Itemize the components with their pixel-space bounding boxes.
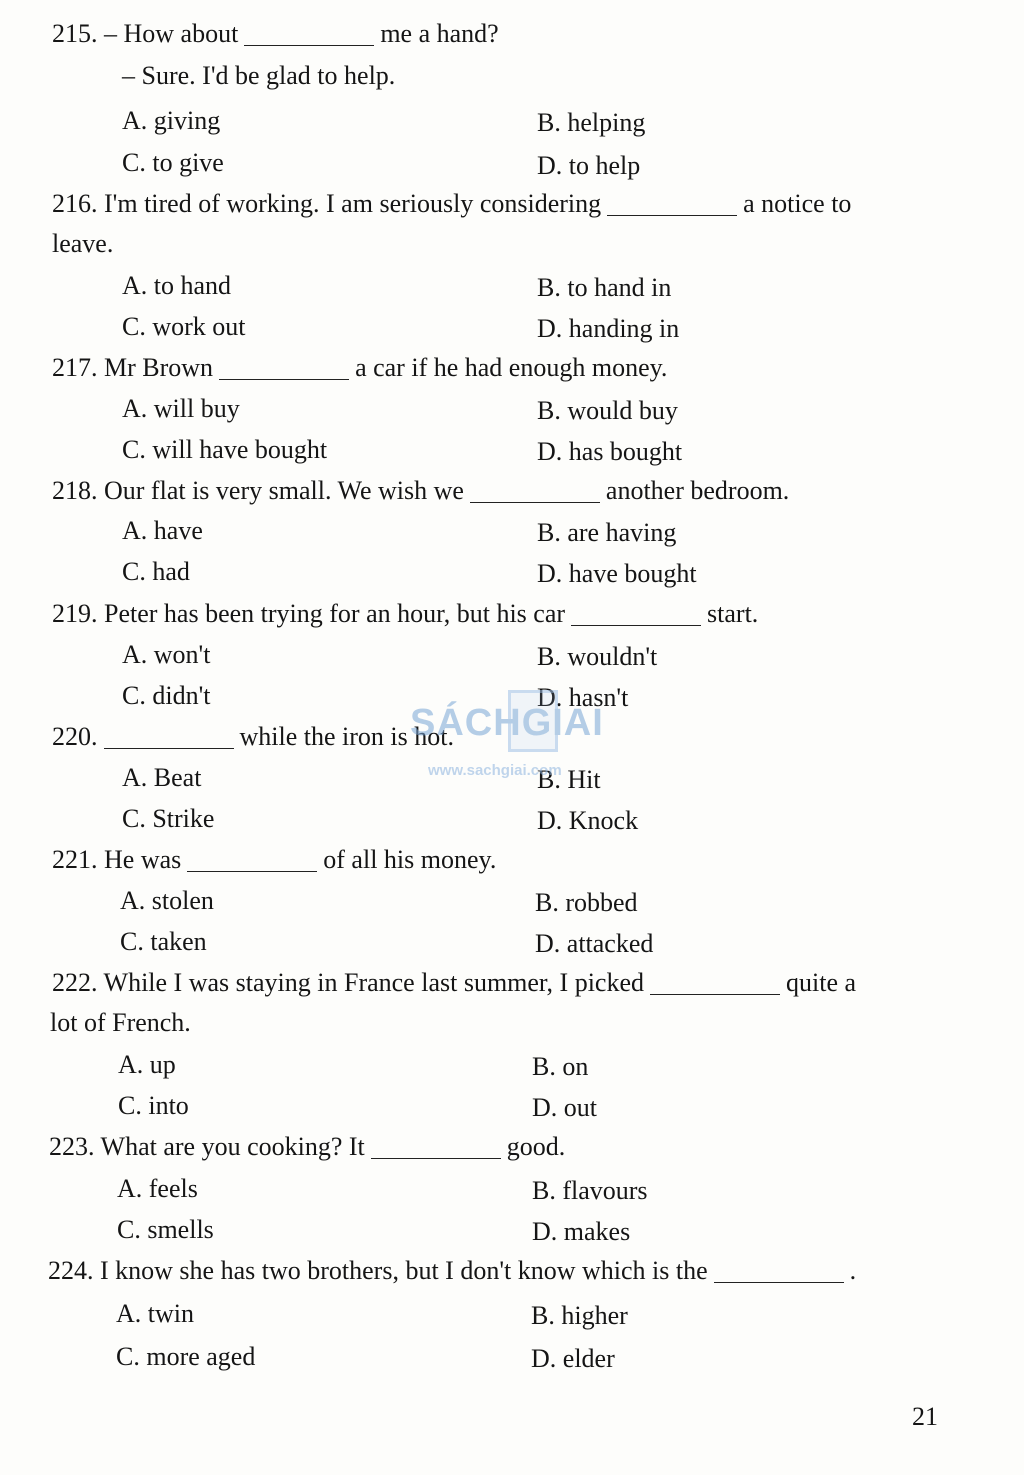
question-text: a car if he had enough money. (355, 353, 668, 382)
question-number: 216. (52, 189, 98, 218)
option-a: A. feels (117, 1174, 198, 1203)
question-number: 220. (52, 722, 98, 751)
option-d: D. handing in (537, 314, 680, 343)
option-c: C. smells (117, 1215, 214, 1244)
question-text: good. (506, 1132, 566, 1161)
option-a: A. up (118, 1050, 176, 1079)
question-text: I'm tired of working. I am seriously considering (104, 189, 602, 218)
option-b: B. robbed (535, 888, 638, 917)
question-text: a notice to (743, 189, 852, 218)
watermark-text: SÁCHGIAI (410, 702, 604, 744)
answer-blank (104, 724, 234, 749)
option-d: D. makes (532, 1217, 631, 1246)
page-number: 21 (912, 1402, 938, 1431)
option-d: D. Knock (537, 806, 639, 835)
question-text: I know she has two brothers, but I don't know which is the (100, 1256, 708, 1285)
watermark-logo (410, 688, 620, 788)
option-a: A. giving (122, 106, 221, 135)
answer-blank (714, 1258, 844, 1283)
option-d: D. elder (531, 1344, 615, 1373)
answer-blank (650, 970, 780, 995)
question-text: start. (707, 599, 759, 628)
option-b: B. helping (537, 108, 646, 137)
answer-blank (219, 355, 349, 380)
question-223 (49, 1127, 949, 1167)
question-215 (52, 14, 952, 54)
option-a: A. twin (116, 1299, 194, 1328)
watermark-url: www.sachgiai.com (428, 762, 562, 779)
option-d: D. attacked (535, 929, 654, 958)
question-217 (52, 348, 952, 388)
question-221 (52, 840, 952, 880)
question-text: me a hand? (380, 19, 499, 48)
question-216 (52, 184, 952, 224)
question-218 (52, 471, 952, 511)
question-number: 215. (52, 19, 98, 48)
question-224 (48, 1251, 948, 1291)
option-d: D. hasn't (537, 683, 629, 712)
answer-blank (470, 478, 600, 503)
question-text: another bedroom. (605, 476, 790, 505)
option-c: C. to give (122, 148, 224, 177)
answer-blank (244, 21, 374, 46)
question-text: Mr Brown (104, 353, 214, 382)
option-c: C. work out (122, 312, 246, 341)
option-c: C. into (118, 1091, 189, 1120)
question-215-reply: – Sure. I'd be glad to help. (122, 61, 396, 90)
answer-blank (187, 847, 317, 872)
question-number: 221. (52, 845, 98, 874)
question-222-continued: lot of French. (50, 1008, 191, 1037)
question-number: 224. (48, 1256, 94, 1285)
question-number: 222. (52, 968, 98, 997)
question-text: – How about (104, 19, 239, 48)
question-216-continued: leave. (52, 229, 114, 258)
question-222 (52, 963, 952, 1003)
option-a: A. stolen (120, 886, 214, 915)
option-b: B. higher (531, 1301, 628, 1330)
answer-blank (571, 601, 701, 626)
question-text: of all his money. (323, 845, 497, 874)
option-a: A. won't (122, 640, 211, 669)
question-text: while the iron is hot. (239, 722, 454, 751)
option-d: D. has bought (537, 437, 683, 466)
option-c: C. will have bought (122, 435, 328, 464)
option-a: A. Beat (122, 763, 202, 792)
option-b: B. would buy (537, 396, 678, 425)
question-text: He was (104, 845, 182, 874)
option-d: D. have bought (537, 559, 697, 588)
option-d: D. to help (537, 151, 641, 180)
option-a: A. to hand (122, 271, 232, 300)
option-c: C. didn't (122, 681, 211, 710)
option-c: C. taken (120, 927, 207, 956)
question-text: While I was staying in France last summer, I picked (103, 968, 645, 997)
question-text: Our flat is very small. We wish we (104, 476, 464, 505)
option-b: B. flavours (532, 1176, 648, 1205)
question-text: quite a (786, 968, 857, 997)
question-219 (52, 594, 952, 634)
option-b: B. wouldn't (537, 642, 658, 671)
question-text: What are you cooking? It (100, 1132, 365, 1161)
option-d: D. out (532, 1093, 597, 1122)
answer-blank (371, 1134, 501, 1159)
option-b: B. Hit (537, 765, 601, 794)
question-number: 223. (49, 1132, 95, 1161)
question-number: 219. (52, 599, 98, 628)
answer-blank (607, 191, 737, 216)
option-c: C. Strike (122, 804, 215, 833)
question-text: . (849, 1256, 857, 1285)
question-number: 217. (52, 353, 98, 382)
option-a: A. have (122, 516, 203, 545)
option-c: C. had (122, 557, 190, 586)
option-b: B. are having (537, 518, 677, 547)
option-c: C. more aged (116, 1342, 256, 1371)
option-b: B. on (532, 1052, 589, 1081)
question-text: Peter has been trying for an hour, but his car (104, 599, 566, 628)
option-a: A. will buy (122, 394, 240, 423)
option-b: B. to hand in (537, 273, 672, 302)
question-number: 218. (52, 476, 98, 505)
